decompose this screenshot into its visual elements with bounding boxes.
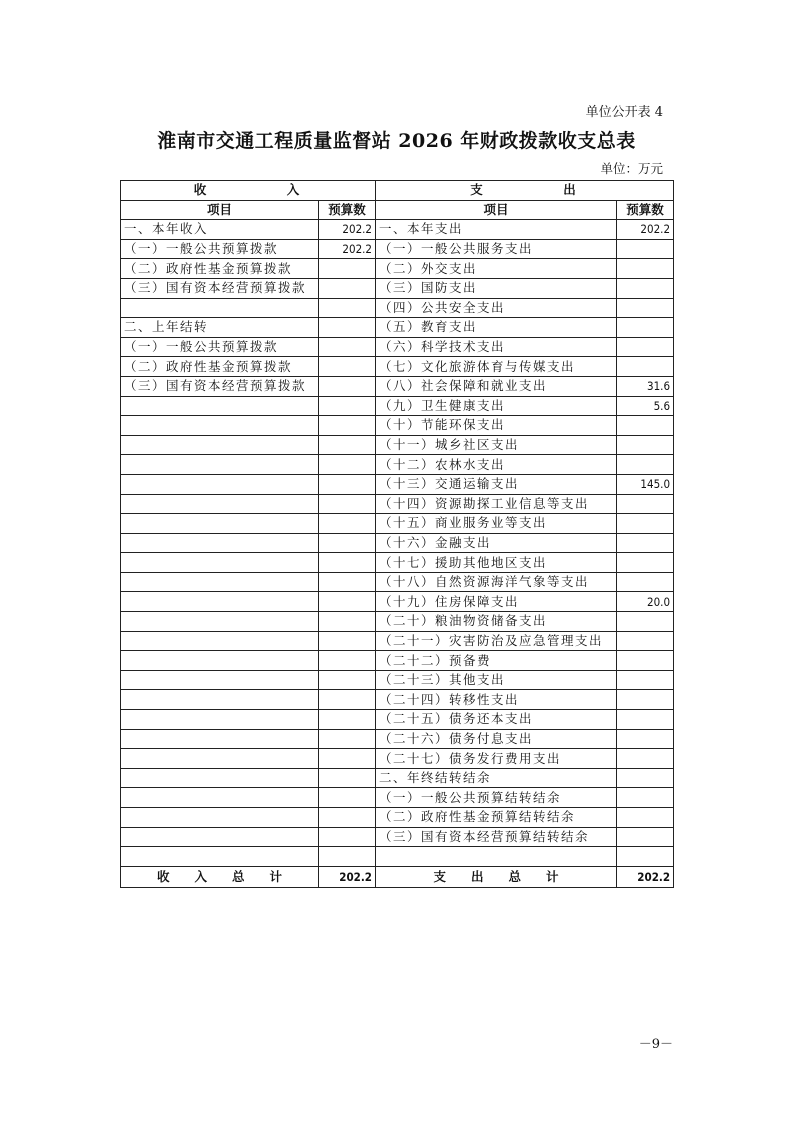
income-item-value [319, 710, 376, 730]
expense-item-label: （八）社会保障和就业支出 [376, 376, 617, 396]
expense-item-label: （二）政府性基金预算结转结余 [376, 808, 617, 828]
table-row [121, 514, 674, 534]
income-item-value: 202.2 [319, 239, 376, 259]
income-item-label [121, 729, 319, 749]
expense-item-value [617, 572, 674, 592]
expense-item-label: （三）国防支出 [376, 278, 617, 298]
table-row [121, 337, 674, 357]
table-row [121, 729, 674, 749]
expense-item-label: （六）科学技术支出 [376, 337, 617, 357]
income-item-label [121, 298, 319, 318]
income-item-label [121, 651, 319, 671]
income-item-value [319, 259, 376, 279]
expense-item-value [617, 318, 674, 338]
table-row [121, 259, 674, 279]
income-item-label [121, 670, 319, 690]
expense-item-value [617, 553, 674, 573]
page-number: －9－ [638, 1037, 673, 1052]
income-item-label: （一）一般公共预算拨款 [121, 337, 319, 357]
income-item-value [319, 553, 376, 573]
expense-item-label: （三）国有资本经营预算结转结余 [376, 827, 617, 847]
income-item-label [121, 768, 319, 788]
expense-item-value [617, 239, 674, 259]
income-item-label [121, 514, 319, 534]
total-row [121, 866, 674, 887]
table-row [121, 788, 674, 808]
expense-item-value [617, 827, 674, 847]
table-subheader-row [121, 200, 674, 220]
income-item-label [121, 533, 319, 553]
expense-item-value [617, 749, 674, 769]
expense-item-value [617, 768, 674, 788]
expense-item-value [617, 357, 674, 377]
income-item-value [319, 749, 376, 769]
income-item-label [121, 847, 319, 867]
income-item-value [319, 788, 376, 808]
income-item-value [319, 612, 376, 632]
unit-label: 单位：万元 [600, 161, 663, 176]
table-row [121, 376, 674, 396]
income-total-value: 202.2 [319, 866, 376, 887]
income-budget-header: 预算数 [319, 200, 376, 220]
income-item-value [319, 298, 376, 318]
income-item-value: 202.2 [319, 220, 376, 240]
income-item-label [121, 631, 319, 651]
expense-item-header: 项目 [376, 200, 617, 220]
expense-item-value [617, 337, 674, 357]
expense-total-label: 支 出 总 计 [376, 866, 617, 887]
income-item-label: （二）政府性基金预算拨款 [121, 259, 319, 279]
table-row [121, 298, 674, 318]
income-item-label [121, 435, 319, 455]
form-number: 单位公开表 4 [585, 105, 663, 120]
income-total-label: 收 入 总 计 [121, 866, 319, 887]
income-item-label [121, 474, 319, 494]
income-item-label: （二）政府性基金预算拨款 [121, 357, 319, 377]
table-row [121, 768, 674, 788]
expense-item-label: 二、年终结转结余 [376, 768, 617, 788]
expense-item-label: （十九）住房保障支出 [376, 592, 617, 612]
expense-item-label: （十一）城乡社区支出 [376, 435, 617, 455]
income-item-value [319, 318, 376, 338]
income-item-value [319, 592, 376, 612]
expense-item-value [617, 533, 674, 553]
income-item-label: （一）一般公共预算拨款 [121, 239, 319, 259]
expense-item-label: 一、本年支出 [376, 220, 617, 240]
table-row [121, 435, 674, 455]
table-row [121, 474, 674, 494]
expense-item-label: （九）卫生健康支出 [376, 396, 617, 416]
income-item-label: 一、本年收入 [121, 220, 319, 240]
expense-item-label: （四）公共安全支出 [376, 298, 617, 318]
income-item-label [121, 396, 319, 416]
expense-item-value [617, 631, 674, 651]
table-row [121, 710, 674, 730]
income-item-label [121, 749, 319, 769]
income-header: 收 入 [121, 181, 376, 201]
expense-item-label: （十六）金融支出 [376, 533, 617, 553]
table-row [121, 847, 674, 867]
table-row [121, 357, 674, 377]
expense-item-value [617, 670, 674, 690]
expense-item-label: （二）外交支出 [376, 259, 617, 279]
expense-item-value [617, 690, 674, 710]
income-item-value [319, 474, 376, 494]
expense-item-label: （十五）商业服务业等支出 [376, 514, 617, 534]
table-row [121, 553, 674, 573]
table-body [121, 220, 674, 867]
income-item-header: 项目 [121, 200, 319, 220]
expense-item-label: （二十四）转移性支出 [376, 690, 617, 710]
income-item-value [319, 827, 376, 847]
income-item-value [319, 808, 376, 828]
income-item-value [319, 690, 376, 710]
expense-item-label: （二十五）债务还本支出 [376, 710, 617, 730]
expense-item-label: （七）文化旅游体育与传媒支出 [376, 357, 617, 377]
expense-item-label [376, 847, 617, 867]
expense-item-value [617, 808, 674, 828]
income-item-label: （三）国有资本经营预算拨款 [121, 376, 319, 396]
expense-item-value: 202.2 [617, 220, 674, 240]
expense-item-value [617, 788, 674, 808]
table-row [121, 494, 674, 514]
income-item-label: 二、上年结转 [121, 318, 319, 338]
income-item-value [319, 729, 376, 749]
expense-item-value [617, 514, 674, 534]
expense-item-value [617, 298, 674, 318]
income-item-value [319, 768, 376, 788]
expense-item-label: （十七）援助其他地区支出 [376, 553, 617, 573]
expense-item-label: （十二）农林水支出 [376, 455, 617, 475]
expense-item-value [617, 612, 674, 632]
income-item-value [319, 572, 376, 592]
income-item-value [319, 847, 376, 867]
table-row [121, 455, 674, 475]
table-row [121, 690, 674, 710]
income-item-value [319, 416, 376, 436]
table-row [121, 808, 674, 828]
expense-item-label: （十四）资源勘探工业信息等支出 [376, 494, 617, 514]
expense-item-label: （一）一般公共预算结转结余 [376, 788, 617, 808]
income-item-label [121, 494, 319, 514]
income-item-value [319, 337, 376, 357]
income-item-value [319, 278, 376, 298]
table-row [121, 631, 674, 651]
table-row [121, 416, 674, 436]
table-row [121, 612, 674, 632]
expense-item-value [617, 259, 674, 279]
expense-item-value: 20.0 [617, 592, 674, 612]
income-item-label: （三）国有资本经营预算拨款 [121, 278, 319, 298]
table-row [121, 239, 674, 259]
income-item-value [319, 670, 376, 690]
expense-header: 支 出 [376, 181, 674, 201]
income-item-label [121, 827, 319, 847]
expense-item-value: 5.6 [617, 396, 674, 416]
table-header-row [121, 181, 674, 201]
income-item-label [121, 808, 319, 828]
table-row [121, 592, 674, 612]
budget-table [120, 180, 674, 888]
income-item-label [121, 710, 319, 730]
income-item-value [319, 357, 376, 377]
income-item-label [121, 416, 319, 436]
table-row [121, 827, 674, 847]
income-item-value [319, 533, 376, 553]
expense-item-label: （二十二）预备费 [376, 651, 617, 671]
income-item-value [319, 435, 376, 455]
expense-item-value: 145.0 [617, 474, 674, 494]
income-item-value [319, 651, 376, 671]
income-item-value [319, 396, 376, 416]
table-row [121, 278, 674, 298]
expense-item-value [617, 729, 674, 749]
income-item-value [319, 455, 376, 475]
expense-item-label: （二十六）债务付息支出 [376, 729, 617, 749]
expense-item-value [617, 494, 674, 514]
expense-item-value [617, 435, 674, 455]
table-row [121, 396, 674, 416]
table-row [121, 220, 674, 240]
income-item-label [121, 572, 319, 592]
table-row [121, 670, 674, 690]
income-item-value [319, 514, 376, 534]
expense-item-value: 31.6 [617, 376, 674, 396]
expense-total-value: 202.2 [617, 866, 674, 887]
expense-item-value [617, 710, 674, 730]
expense-item-value [617, 416, 674, 436]
income-item-label [121, 455, 319, 475]
expense-item-value [617, 651, 674, 671]
expense-item-label: （二十七）债务发行费用支出 [376, 749, 617, 769]
table-row [121, 749, 674, 769]
income-item-label [121, 592, 319, 612]
expense-item-value [617, 455, 674, 475]
income-item-label [121, 788, 319, 808]
table-row [121, 318, 674, 338]
expense-item-label: （十）节能环保支出 [376, 416, 617, 436]
table-row [121, 533, 674, 553]
expense-item-label: （二十）粮油物资储备支出 [376, 612, 617, 632]
expense-item-value [617, 847, 674, 867]
table-row [121, 572, 674, 592]
income-item-value [319, 376, 376, 396]
income-item-label [121, 553, 319, 573]
expense-item-label: （一）一般公共服务支出 [376, 239, 617, 259]
income-item-value [319, 631, 376, 651]
page-title: 淮南市交通工程质量监督站 2026 年财政拨款收支总表 [157, 130, 636, 152]
expense-item-label: （二十三）其他支出 [376, 670, 617, 690]
income-item-value [319, 494, 376, 514]
expense-item-label: （五）教育支出 [376, 318, 617, 338]
expense-item-label: （十八）自然资源海洋气象等支出 [376, 572, 617, 592]
income-item-label [121, 690, 319, 710]
income-item-label [121, 612, 319, 632]
expense-item-label: （十三）交通运输支出 [376, 474, 617, 494]
expense-item-label: （二十一）灾害防治及应急管理支出 [376, 631, 617, 651]
expense-budget-header: 预算数 [617, 200, 674, 220]
table-row [121, 651, 674, 671]
expense-item-value [617, 278, 674, 298]
